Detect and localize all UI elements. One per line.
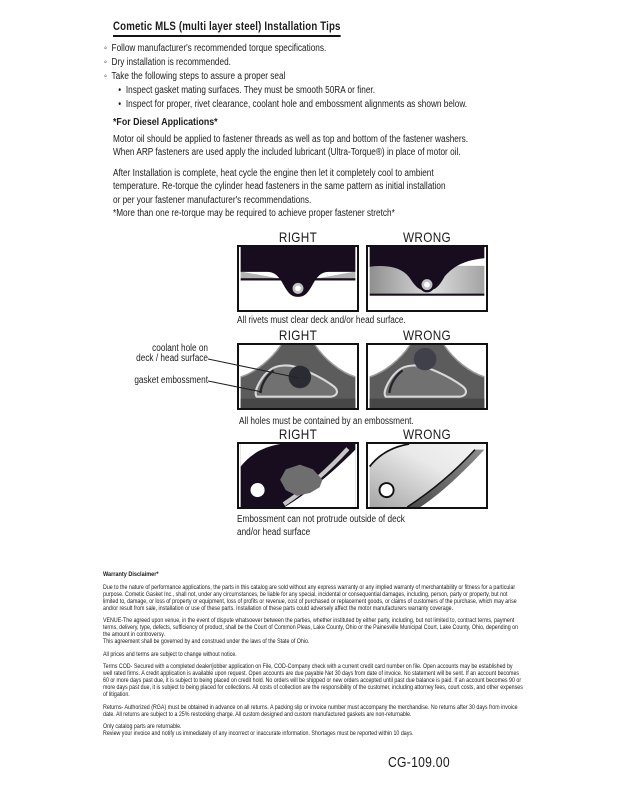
- protrusion-right-diagram: [237, 442, 359, 509]
- paragraph-line: temperature. Re-torque the cylinder head fasteners in the same pattern as initial installation: [113, 181, 446, 193]
- bullet-item: [104, 70, 467, 84]
- circle-bullet-icon: ◦: [104, 70, 107, 82]
- disclaimer-paragraph: Review your invoice and notify us immediately of any incorrect or inaccurate information. Shortages must be reported within 10 days.: [103, 730, 414, 737]
- paragraph-line: When ARP fasteners are used apply the included lubricant (Ultra-Torque®) in place of motor oil.: [113, 147, 461, 159]
- right-label: RIGHT: [278, 229, 318, 245]
- bullet-text: Inspect for proper, rivet clearance, coolant hole and embossment alignments as shown below.: [125, 98, 468, 110]
- paragraph-line: After Installation is complete, heat cycle the engine then let it completely cool to ambient: [113, 168, 434, 179]
- bullet-text: Take the following steps to assure a proper seal: [111, 70, 286, 82]
- protrusion-right-illustration: [237, 442, 359, 509]
- rivet-right-illustration: [237, 245, 359, 312]
- protrusion-wrong-diagram: [366, 442, 488, 509]
- embossment-wrong-illustration: [366, 343, 488, 410]
- disclaimer-paragraph: Only catalog parts are returnable.: [103, 723, 182, 730]
- disclaimer-paragraph: Due to the nature of performance applications, the parts in this catalog are sold without any express warranty or any implied warranty of merchantability or fitness for a particular purpose. Cometic Gasket Inc., shall not, under any circumstances, be liable for any special, incidental or consequential damages, including, person, party or property, but not limited to, damage, or loss of property or equipment, loss of profits or revenue, cost of purchased or replacement goods, or claims of customers of the purchase, which may arise and/or result from sale, installation or use of these parts. Installation of these parts could adversely affect the motor manufacturers warranty coverage.: [103, 583, 517, 612]
- circle-bullet-icon: ◦: [104, 43, 107, 54]
- diesel-paragraph-1: [113, 133, 468, 160]
- rivet-right-diagram: [237, 245, 359, 312]
- disclaimer-paragraph: Returns- Authorized (RGA) must be obtained in advance on all returns. A packing slip or invoice number must accompany the merchandise. No returns after 30 days from invoice date. All returns are subject to a 25% restocking charge. All custom designed and custom manufactured gaskets are non-returnable.: [103, 703, 518, 718]
- right-label: RIGHT: [278, 426, 318, 442]
- protrusion-caption: Embossment can not protrude outside of deck and/or head surface: [237, 514, 405, 538]
- disclaimer-paragraph: This agreement shall be governed by and construed under the laws of the State of Ohio.: [103, 638, 310, 645]
- dot-bullet-icon: •: [118, 98, 122, 110]
- bullet-text: Follow manufacturer's recommended torque specifications.: [111, 43, 327, 54]
- sub-bullet-item: [104, 84, 467, 98]
- bullet-text: Dry installation is recommended.: [111, 56, 231, 68]
- wrong-label: WRONG: [402, 327, 452, 343]
- annotation-pointer-lines: [208, 354, 304, 396]
- retorque-note: *More than one re-torque may be required to achieve proper fastener stretch*: [113, 208, 395, 219]
- sub-bullet-item: [104, 98, 467, 112]
- warranty-disclaimer-section: [103, 571, 523, 737]
- wrong-label: WRONG: [402, 426, 452, 442]
- circle-bullet-icon: ◦: [104, 56, 107, 68]
- paragraph-line: Motor oil should be applied to fastener threads as well as top and bottom of the fastener washers.: [113, 134, 468, 145]
- wrong-label: WRONG: [402, 229, 452, 245]
- disclaimer-heading: Warranty Disclaimer*: [103, 571, 159, 578]
- bullet-item: [104, 56, 467, 70]
- tips-bullet-list: [104, 42, 467, 112]
- protrusion-wrong-illustration: [366, 442, 488, 509]
- disclaimer-paragraph: All prices and terms are subject to change without notice.: [103, 650, 237, 658]
- diesel-section-heading: *For Diesel Applications*: [113, 116, 218, 128]
- rivet-wrong-illustration: [366, 245, 488, 312]
- dot-bullet-icon: •: [118, 84, 122, 96]
- bullet-text: Inspect gasket mating surfaces. They must be smooth 50RA or finer.: [125, 84, 375, 96]
- coolant-hole-label: coolant hole on deck / head surface: [136, 343, 208, 364]
- rivet-caption: All rivets must clear deck and/or head surface.: [237, 315, 406, 326]
- right-label: RIGHT: [278, 327, 318, 343]
- disclaimer-paragraph: Terms COD- Secured with a completed dealer/jobber application on File, COD-Company check with a current credit card number on file. Open accounts may be established by well rated firms. A credit application is available upon request. Open accounts are due payable Net 30 days from date of invoice. No statement will be sent. If an account becomes 60 or more days past due, it is subject to being placed on credit hold. No orders will be shipped or new orders accepted until past due balance is paid. If an account becomes 90 or more days past due, it is subject to being placed for collections. All costs of collection are the responsibility of the customer, including attorney fees, court costs, and other expenses of litigation.: [103, 663, 523, 698]
- holes-caption: All holes must be contained by an embossment.: [239, 416, 414, 427]
- page-code: CG-109.00: [388, 755, 450, 771]
- diesel-paragraph-2: [113, 167, 446, 207]
- rivet-wrong-diagram: [366, 245, 488, 312]
- disclaimer-paragraph: VENUE-The agreed upon venue, in the event of dispute whatsoever between the parties, whether instituted by either party, including, but not limited to, contract terms, payment terms, delivery, type, defects, sufficiency of product, shall be the Court of Common Pleas, Lake County, Ohio or the Painesville Municipal Court, Lake County, Ohio, depending on the amount in controversy.: [103, 617, 519, 638]
- embossment-wrong-diagram: [366, 343, 488, 410]
- page-title: Cometic MLS (multi layer steel) Installation Tips: [113, 21, 341, 37]
- gasket-embossment-label: gasket embossment: [134, 375, 208, 386]
- paragraph-line: or per your fastener manufacturer's recommendations.: [113, 194, 312, 206]
- bullet-item: [104, 42, 467, 56]
